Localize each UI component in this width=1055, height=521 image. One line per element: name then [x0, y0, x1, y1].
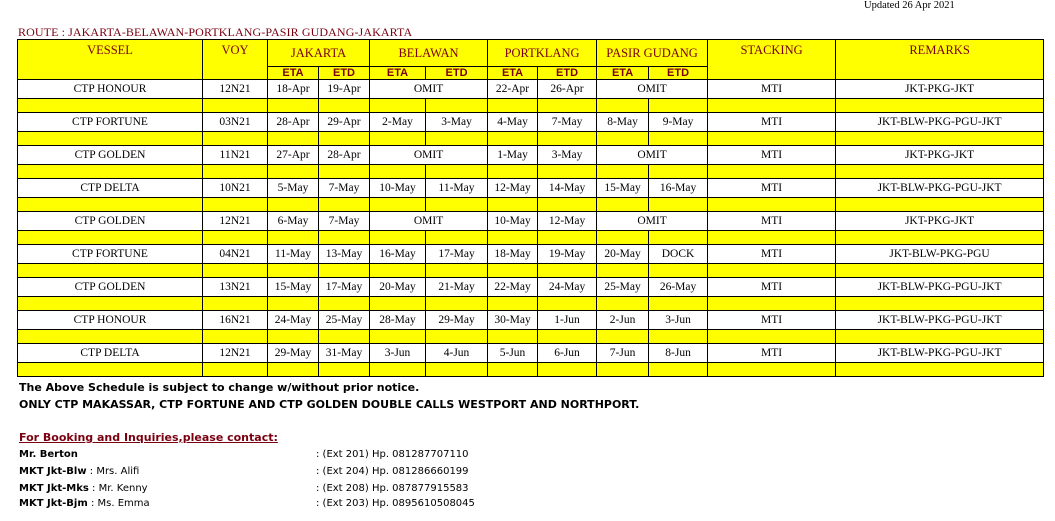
portklang-etd-cell: 6-Jun: [538, 344, 597, 363]
contact-label: MKT Jkt-Bjm: [19, 498, 88, 509]
spacer-cell: [268, 297, 319, 311]
spacer-cell: [426, 231, 488, 245]
spacer-cell: [203, 264, 268, 278]
spacer-cell: [597, 165, 649, 179]
voy-cell: 12N21: [203, 80, 268, 99]
spacer-cell: [370, 132, 426, 146]
stacking-cell: MTI: [708, 311, 836, 330]
spacer-cell: [18, 330, 203, 344]
spacer-cell: [18, 165, 203, 179]
header-stacking: STACKING: [708, 40, 836, 80]
stacking-cell: MTI: [708, 80, 836, 99]
spacer-cell: [203, 297, 268, 311]
spacer-cell: [836, 132, 1044, 146]
booking-title: For Booking and Inquiries,please contact:: [19, 431, 278, 444]
header-voy: VOY: [203, 40, 268, 80]
header-eta: ETA: [268, 67, 319, 80]
spacer-cell: [268, 198, 319, 212]
contact-phone: : (Ext 201) Hp. 081287707110: [316, 449, 469, 460]
belawan-eta-cell: 20-May: [370, 278, 426, 297]
spacer-cell: [370, 198, 426, 212]
spacer-cell: [370, 297, 426, 311]
spacer-cell: [488, 297, 538, 311]
spacer-cell: [268, 363, 319, 377]
header-jakarta: JAKARTA: [268, 40, 370, 67]
spacer-cell: [488, 330, 538, 344]
spacer-cell: [649, 198, 708, 212]
spacer-cell: [649, 231, 708, 245]
spacer-cell: [370, 231, 426, 245]
pasir-gudang-etd-cell: 16-May: [649, 179, 708, 198]
spacer-cell: [268, 132, 319, 146]
pasir-gudang-eta-cell: 15-May: [597, 179, 649, 198]
remarks-cell: JKT-BLW-PKG-PGU-JKT: [836, 344, 1044, 363]
header-portklang: PORTKLANG: [488, 40, 597, 67]
voy-cell: 12N21: [203, 344, 268, 363]
spacer-cell: [426, 198, 488, 212]
spacer-cell: [319, 132, 370, 146]
spacer-cell: [538, 198, 597, 212]
portklang-eta-cell: 1-May: [488, 146, 538, 165]
belawan-etd-cell: 17-May: [426, 245, 488, 264]
header-row: [18, 40, 1044, 67]
voy-cell: 12N21: [203, 212, 268, 231]
contact-phone: : (Ext 203) Hp. 0895610508045: [316, 498, 475, 509]
spacer-cell: [649, 132, 708, 146]
pasir-gudang-eta-cell: 20-May: [597, 245, 649, 264]
spacer-cell: [203, 198, 268, 212]
spacer-cell: [649, 165, 708, 179]
remarks-cell: JKT-BLW-PKG-PGU-JKT: [836, 311, 1044, 330]
pasir-gudang-etd-cell: 9-May: [649, 113, 708, 132]
spacer-cell: [708, 99, 836, 113]
spacer-cell: [708, 132, 836, 146]
header-etd: ETD: [649, 67, 708, 80]
spacer-cell: [538, 99, 597, 113]
remarks-cell: JKT-BLW-PKG-PGU-JKT: [836, 113, 1044, 132]
spacer-cell: [319, 198, 370, 212]
jakarta-eta-cell: 24-May: [268, 311, 319, 330]
belawan-omit-cell: OMIT: [370, 212, 488, 231]
belawan-etd-cell: 4-Jun: [426, 344, 488, 363]
voy-cell: 10N21: [203, 179, 268, 198]
spacer-cell: [836, 165, 1044, 179]
stacking-cell: MTI: [708, 179, 836, 198]
remarks-cell: JKT-BLW-PKG-PGU-JKT: [836, 179, 1044, 198]
updated-date: Updated 26 Apr 2021: [864, 0, 955, 11]
stacking-cell: MTI: [708, 113, 836, 132]
header-eta: ETA: [488, 67, 538, 80]
spacer-cell: [203, 330, 268, 344]
spacer-cell: [488, 264, 538, 278]
spacer-row: [18, 330, 1044, 344]
spacer-cell: [370, 264, 426, 278]
spacer-cell: [203, 99, 268, 113]
belawan-etd-cell: 21-May: [426, 278, 488, 297]
pasir-gudang-etd-cell: 3-Jun: [649, 311, 708, 330]
jakarta-etd-cell: 17-May: [319, 278, 370, 297]
portklang-etd-cell: 1-Jun: [538, 311, 597, 330]
contact-name: [19, 498, 150, 509]
spacer-cell: [426, 165, 488, 179]
spacer-cell: [268, 165, 319, 179]
spacer-cell: [18, 264, 203, 278]
portklang-etd-cell: 19-May: [538, 245, 597, 264]
spacer-cell: [370, 99, 426, 113]
remarks-cell: JKT-BLW-PKG-PGU-JKT: [836, 278, 1044, 297]
spacer-cell: [426, 132, 488, 146]
jakarta-etd-cell: 28-Apr: [319, 146, 370, 165]
spacer-cell: [538, 132, 597, 146]
voy-cell: 13N21: [203, 278, 268, 297]
spacer-cell: [597, 264, 649, 278]
belawan-etd-cell: 3-May: [426, 113, 488, 132]
remarks-cell: JKT-PKG-JKT: [836, 212, 1044, 231]
jakarta-eta-cell: 29-May: [268, 344, 319, 363]
pasir-gudang-eta-cell: 8-May: [597, 113, 649, 132]
portklang-etd-cell: 7-May: [538, 113, 597, 132]
vessel-cell: CTP GOLDEN: [18, 212, 203, 231]
spacer-cell: [426, 264, 488, 278]
pasir-gudang-etd-cell: 26-May: [649, 278, 708, 297]
portklang-eta-cell: 5-Jun: [488, 344, 538, 363]
jakarta-etd-cell: 31-May: [319, 344, 370, 363]
stacking-cell: MTI: [708, 344, 836, 363]
spacer-cell: [649, 264, 708, 278]
jakarta-etd-cell: 7-May: [319, 212, 370, 231]
spacer-cell: [268, 264, 319, 278]
spacer-row: [18, 363, 1044, 377]
pasir-gudang-eta-cell: 7-Jun: [597, 344, 649, 363]
spacer-cell: [708, 297, 836, 311]
spacer-cell: [597, 297, 649, 311]
spacer-cell: [597, 330, 649, 344]
jakarta-etd-cell: 25-May: [319, 311, 370, 330]
spacer-cell: [319, 363, 370, 377]
table-row: [18, 344, 1044, 363]
pasir-gudang-omit-cell: OMIT: [597, 146, 708, 165]
spacer-cell: [836, 363, 1044, 377]
spacer-cell: [488, 165, 538, 179]
spacer-cell: [319, 99, 370, 113]
pasir-gudang-eta-cell: 25-May: [597, 278, 649, 297]
spacer-row: [18, 231, 1044, 245]
spacer-cell: [319, 165, 370, 179]
spacer-row: [18, 165, 1044, 179]
stacking-cell: MTI: [708, 212, 836, 231]
table-row: [18, 80, 1044, 99]
portklang-etd-cell: 3-May: [538, 146, 597, 165]
spacer-cell: [319, 231, 370, 245]
contact-name: [19, 483, 148, 494]
header-remarks: REMARKS: [836, 40, 1044, 80]
spacer-cell: [268, 99, 319, 113]
spacer-row: [18, 297, 1044, 311]
belawan-eta-cell: 16-May: [370, 245, 426, 264]
table-row: [18, 278, 1044, 297]
belawan-eta-cell: 3-Jun: [370, 344, 426, 363]
header-etd: ETD: [319, 67, 370, 80]
contact-label: MKT Jkt-Blw: [19, 466, 87, 477]
spacer-cell: [836, 231, 1044, 245]
voy-cell: 16N21: [203, 311, 268, 330]
portklang-eta-cell: 4-May: [488, 113, 538, 132]
spacer-cell: [597, 198, 649, 212]
spacer-cell: [18, 363, 203, 377]
portklang-eta-cell: 12-May: [488, 179, 538, 198]
table-row: [18, 146, 1044, 165]
jakarta-eta-cell: 18-Apr: [268, 80, 319, 99]
spacer-row: [18, 264, 1044, 278]
belawan-etd-cell: 11-May: [426, 179, 488, 198]
spacer-cell: [488, 363, 538, 377]
belawan-omit-cell: OMIT: [370, 80, 488, 99]
vessel-cell: CTP HONOUR: [18, 311, 203, 330]
spacer-cell: [203, 363, 268, 377]
spacer-cell: [708, 165, 836, 179]
contact-phone: : (Ext 204) Hp. 081286660199: [316, 466, 469, 477]
belawan-eta-cell: 2-May: [370, 113, 426, 132]
belawan-eta-cell: 10-May: [370, 179, 426, 198]
contact-label: Mr. Berton: [19, 449, 78, 460]
spacer-cell: [18, 198, 203, 212]
jakarta-etd-cell: 29-Apr: [319, 113, 370, 132]
spacer-cell: [836, 297, 1044, 311]
stacking-cell: MTI: [708, 146, 836, 165]
header-eta: ETA: [597, 67, 649, 80]
table-row: [18, 212, 1044, 231]
stacking-cell: MTI: [708, 278, 836, 297]
spacer-cell: [708, 363, 836, 377]
spacer-cell: [203, 132, 268, 146]
remarks-cell: JKT-BLW-PKG-PGU: [836, 245, 1044, 264]
spacer-cell: [649, 297, 708, 311]
spacer-cell: [319, 297, 370, 311]
header-vessel: VESSEL: [18, 40, 203, 80]
table-row: [18, 179, 1044, 198]
spacer-cell: [18, 231, 203, 245]
header-eta: ETA: [370, 67, 426, 80]
jakarta-eta-cell: 28-Apr: [268, 113, 319, 132]
contact-phone: : (Ext 208) Hp. 087877915583: [316, 483, 469, 494]
remarks-cell: JKT-PKG-JKT: [836, 80, 1044, 99]
belawan-eta-cell: 28-May: [370, 311, 426, 330]
double-call-notice: ONLY CTP MAKASSAR, CTP FORTUNE AND CTP GOLDEN DOUBLE CALLS WESTPORT AND NORTHPORT.: [19, 398, 640, 411]
vessel-cell: CTP FORTUNE: [18, 113, 203, 132]
spacer-cell: [597, 132, 649, 146]
spacer-cell: [319, 330, 370, 344]
header-pasir-gudang: PASIR GUDANG: [597, 40, 708, 67]
table-row: [18, 311, 1044, 330]
portklang-eta-cell: 22-Apr: [488, 80, 538, 99]
spacer-cell: [488, 99, 538, 113]
spacer-cell: [18, 99, 203, 113]
portklang-eta-cell: 10-May: [488, 212, 538, 231]
spacer-cell: [488, 132, 538, 146]
spacer-cell: [708, 231, 836, 245]
spacer-cell: [708, 264, 836, 278]
contact-person: : Mr. Kenny: [88, 483, 148, 494]
spacer-cell: [203, 165, 268, 179]
spacer-cell: [597, 231, 649, 245]
spacer-cell: [538, 330, 597, 344]
vessel-cell: CTP HONOUR: [18, 80, 203, 99]
contact-name: [19, 449, 78, 460]
vessel-cell: CTP GOLDEN: [18, 146, 203, 165]
spacer-cell: [708, 330, 836, 344]
spacer-cell: [488, 198, 538, 212]
pasir-gudang-eta-cell: 2-Jun: [597, 311, 649, 330]
header-etd: ETD: [426, 67, 488, 80]
contact-label: MKT Jkt-Mks: [19, 483, 89, 494]
spacer-cell: [268, 330, 319, 344]
jakarta-eta-cell: 11-May: [268, 245, 319, 264]
stacking-cell: MTI: [708, 245, 836, 264]
spacer-cell: [538, 297, 597, 311]
jakarta-eta-cell: 5-May: [268, 179, 319, 198]
jakarta-eta-cell: 15-May: [268, 278, 319, 297]
spacer-cell: [597, 363, 649, 377]
spacer-cell: [836, 99, 1044, 113]
schedule-notice: The Above Schedule is subject to change w/without prior notice.: [19, 381, 420, 394]
jakarta-etd-cell: 19-Apr: [319, 80, 370, 99]
spacer-cell: [649, 330, 708, 344]
spacer-cell: [370, 165, 426, 179]
vessel-cell: CTP DELTA: [18, 344, 203, 363]
spacer-row: [18, 198, 1044, 212]
pasir-gudang-omit-cell: OMIT: [597, 212, 708, 231]
spacer-cell: [18, 297, 203, 311]
pasir-gudang-etd-cell: 8-Jun: [649, 344, 708, 363]
jakarta-etd-cell: 7-May: [319, 179, 370, 198]
jakarta-etd-cell: 13-May: [319, 245, 370, 264]
schedule-table: [17, 39, 1044, 377]
vessel-cell: CTP FORTUNE: [18, 245, 203, 264]
portklang-eta-cell: 18-May: [488, 245, 538, 264]
belawan-etd-cell: 29-May: [426, 311, 488, 330]
vessel-cell: CTP GOLDEN: [18, 278, 203, 297]
vessel-cell: CTP DELTA: [18, 179, 203, 198]
spacer-cell: [18, 132, 203, 146]
spacer-cell: [426, 363, 488, 377]
spacer-cell: [836, 264, 1044, 278]
spacer-cell: [426, 99, 488, 113]
spacer-cell: [708, 198, 836, 212]
spacer-cell: [319, 264, 370, 278]
portklang-eta-cell: 22-May: [488, 278, 538, 297]
jakarta-eta-cell: 6-May: [268, 212, 319, 231]
spacer-cell: [538, 363, 597, 377]
header-etd: ETD: [538, 67, 597, 80]
spacer-cell: [538, 264, 597, 278]
portklang-etd-cell: 24-May: [538, 278, 597, 297]
spacer-cell: [649, 99, 708, 113]
belawan-omit-cell: OMIT: [370, 146, 488, 165]
pasir-gudang-omit-cell: OMIT: [597, 80, 708, 99]
spacer-row: [18, 132, 1044, 146]
spacer-cell: [488, 231, 538, 245]
spacer-cell: [597, 99, 649, 113]
portklang-etd-cell: 12-May: [538, 212, 597, 231]
table-row: [18, 113, 1044, 132]
spacer-cell: [836, 198, 1044, 212]
spacer-cell: [426, 297, 488, 311]
pasir-gudang-etd-cell: DOCK: [649, 245, 708, 264]
contact-person: : Ms. Emma: [87, 498, 150, 509]
remarks-cell: JKT-PKG-JKT: [836, 146, 1044, 165]
spacer-row: [18, 99, 1044, 113]
spacer-cell: [538, 231, 597, 245]
route-title: ROUTE : JAKARTA-BELAWAN-PORTKLANG-PASIR GUDANG-JAKARTA: [18, 25, 413, 39]
contact-name: [19, 466, 139, 477]
spacer-cell: [426, 330, 488, 344]
portklang-etd-cell: 14-May: [538, 179, 597, 198]
voy-cell: 04N21: [203, 245, 268, 264]
header-belawan: BELAWAN: [370, 40, 488, 67]
spacer-cell: [370, 363, 426, 377]
spacer-cell: [370, 330, 426, 344]
spacer-cell: [836, 330, 1044, 344]
voy-cell: 03N21: [203, 113, 268, 132]
contact-person: : Mrs. Alifi: [86, 466, 140, 477]
portklang-etd-cell: 26-Apr: [538, 80, 597, 99]
portklang-eta-cell: 30-May: [488, 311, 538, 330]
table-row: [18, 245, 1044, 264]
spacer-cell: [268, 231, 319, 245]
spacer-cell: [203, 231, 268, 245]
voy-cell: 11N21: [203, 146, 268, 165]
jakarta-eta-cell: 27-Apr: [268, 146, 319, 165]
spacer-cell: [649, 363, 708, 377]
spacer-cell: [538, 165, 597, 179]
